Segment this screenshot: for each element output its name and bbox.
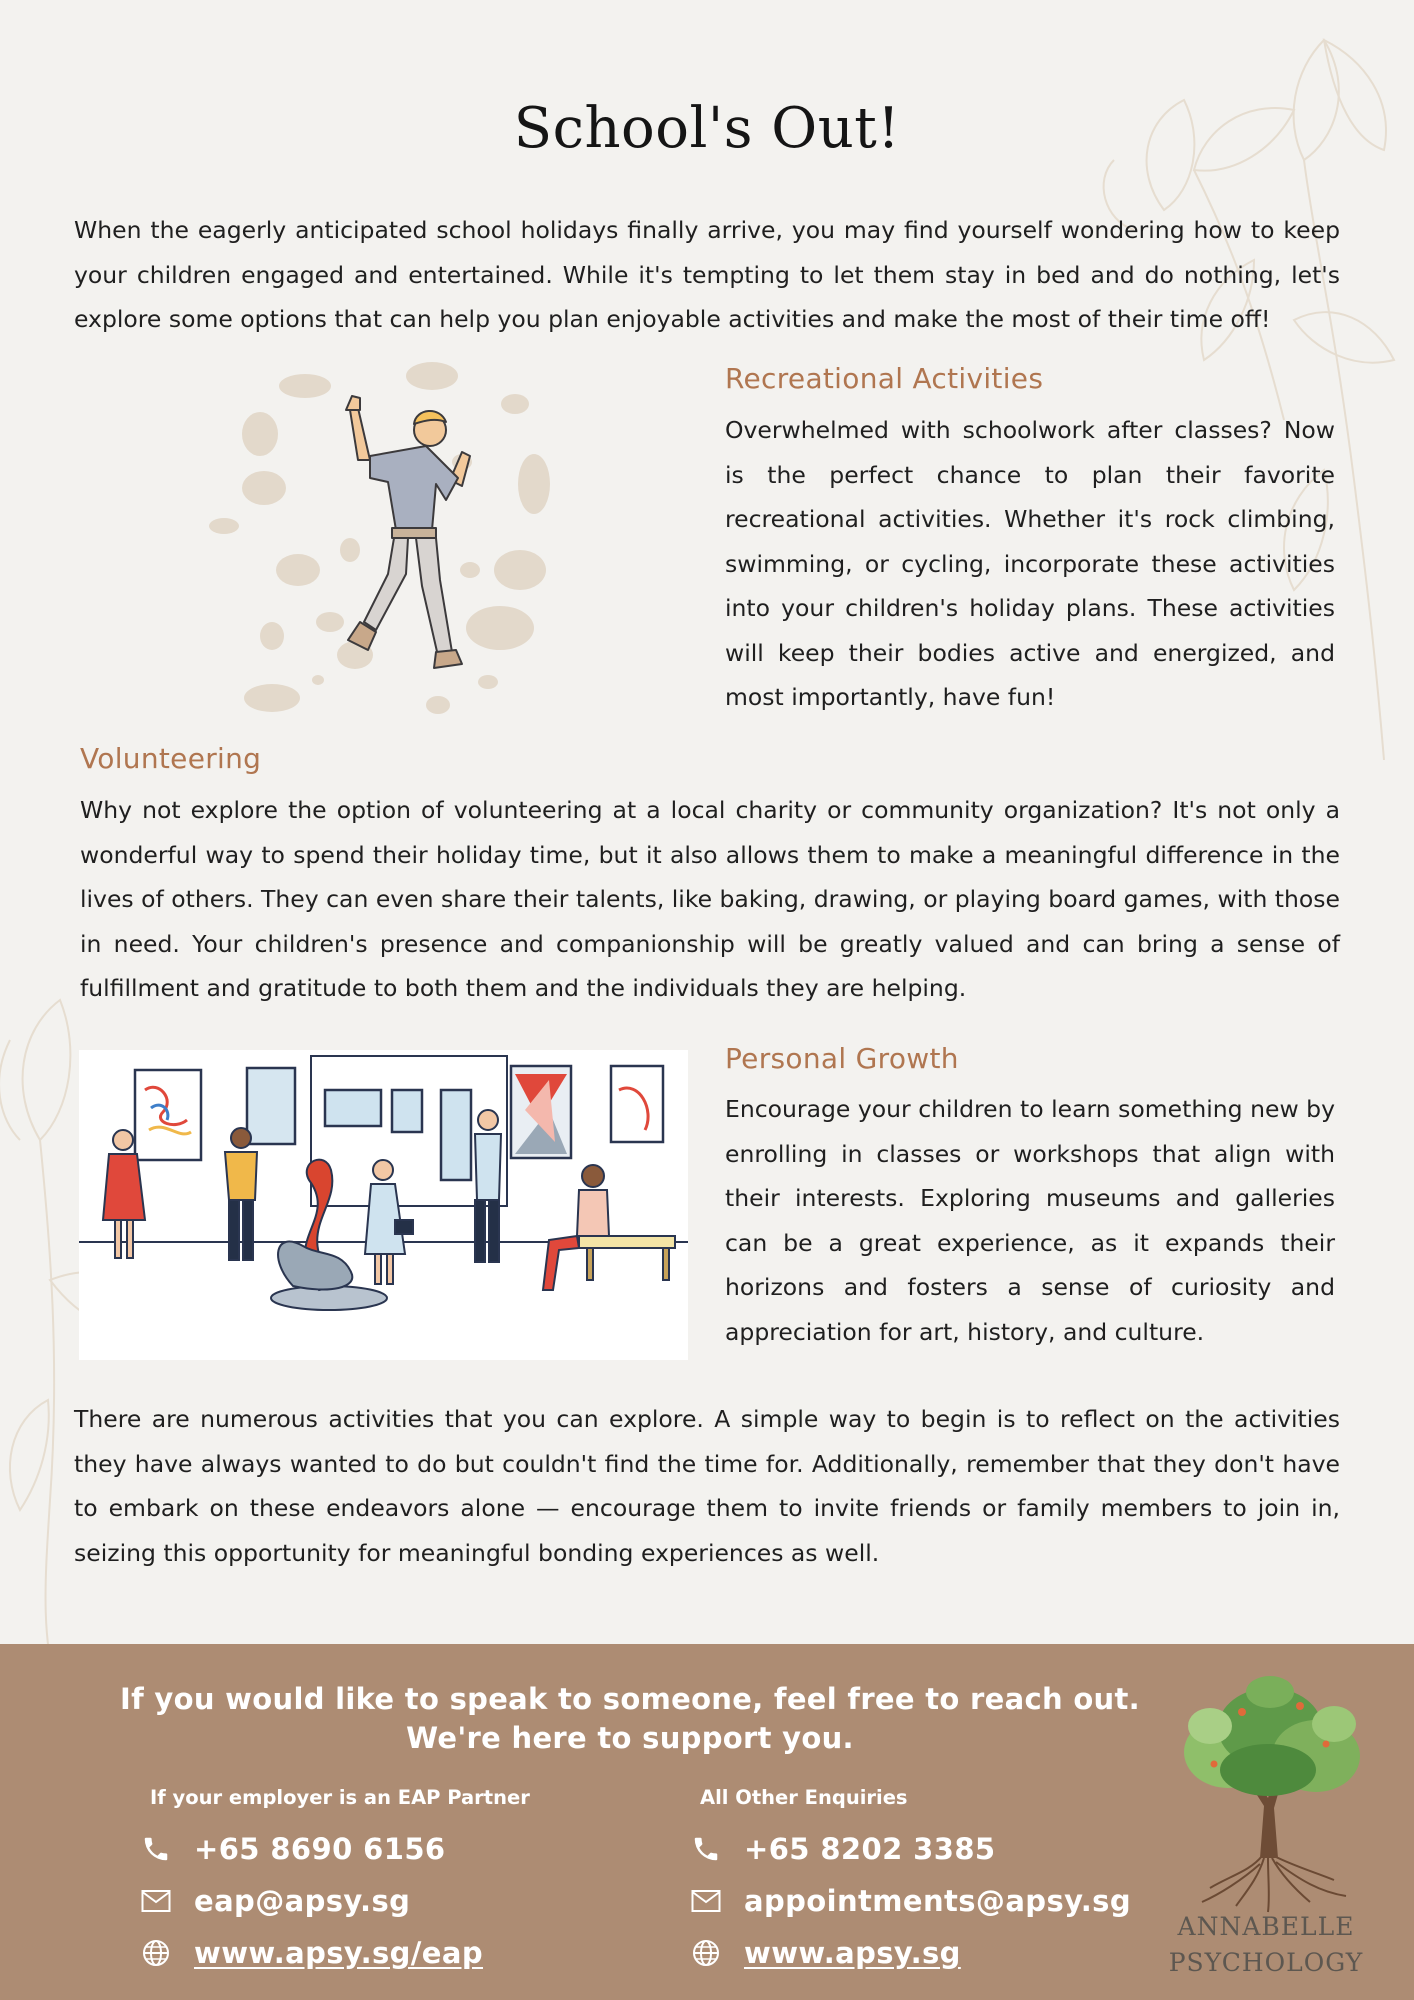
eap-phone-row[interactable]: [140, 1823, 530, 1875]
footer-message-line-2: We're here to support you.: [406, 1721, 854, 1755]
closing-paragraph: There are numerous activities that you can explore. A simple way to begin is to reflect on the activities they have always wanted to do but couldn't find the time for. Additionally, remember that they don't have to embark on these endeavors alone — encourage them to invite friends or family members to join in, seizing this opportunity for meaningful bonding experiences as well.: [74, 1405, 1340, 1567]
page-title: School's Out!: [513, 96, 901, 161]
phone-icon: [140, 1833, 172, 1865]
mail-icon: [690, 1885, 722, 1917]
eap-column-label: If your employer is an EAP Partner: [150, 1786, 530, 1809]
recreational-heading: Recreational Activities: [725, 362, 1044, 395]
art-gallery-illustration: [79, 1050, 688, 1360]
phone-icon: [690, 1833, 722, 1865]
intro-paragraph: When the eagerly anticipated school holidays finally arrive, you may find yourself wondering how to keep your children engaged and entertained. While it's tempting to let them stay in bed and do nothing, let's explore some options that can help you plan enjoyable activities and make the most of their time off!: [74, 216, 1340, 333]
general-email-row[interactable]: [690, 1875, 1131, 1927]
volunteering-paragraph: Why not explore the option of volunteering at a local charity or community organization? It's not only a wonderful way to spend their holiday time, but it also allows them to make a meaningful difference in the lives of others. They can even share their talents, like baking, drawing, or playing board games, with those in need. Your children's presence and companionship will be greatly valued and can bring a sense of fulfillment and gratitude to both them and the individuals they are helping.: [80, 796, 1340, 1002]
general-contact-column: [690, 1786, 1131, 1979]
footer-message-line-1: If you would like to speak to someone, feel free to reach out.: [120, 1682, 1140, 1716]
general-column-label: All Other Enquiries: [700, 1786, 908, 1809]
logo-text-line-1: ANNABELLE: [1177, 1912, 1355, 1941]
globe-icon: [690, 1937, 722, 1969]
annabelle-psychology-logo: [1150, 1666, 1390, 1996]
eap-contact-column: [140, 1786, 530, 1979]
eap-email-address[interactable]: eap@apsy.sg: [194, 1884, 411, 1918]
personal-growth-heading: Personal Growth: [725, 1042, 959, 1075]
personal-growth-paragraph: Encourage your children to learn something new by enrolling in classes or workshops that align with their interests. Exploring museums and galleries can be a great experience, as it expands their horizons and fosters a sense of curiosity and appreciation for art, history, and culture.: [725, 1095, 1335, 1346]
eap-website-link[interactable]: www.apsy.sg/eap: [194, 1936, 483, 1970]
general-website-row[interactable]: [690, 1927, 1131, 1979]
eap-email-row[interactable]: [140, 1875, 530, 1927]
mail-icon: [140, 1885, 172, 1917]
volunteering-heading: Volunteering: [80, 742, 262, 775]
recreational-paragraph: Overwhelmed with schoolwork after classes? Now is the perfect chance to plan their favorite recreational activities. Whether it's rock climbing, swimming, or cycling, incorporate these activities into your children's holiday plans. These activities will keep their bodies active and energized, and most importantly, have fun!: [725, 416, 1335, 711]
general-phone-number[interactable]: +65 8202 3385: [744, 1832, 996, 1866]
general-phone-row[interactable]: [690, 1823, 1131, 1875]
eap-phone-number[interactable]: +65 8690 6156: [194, 1832, 446, 1866]
general-email-address[interactable]: appointments@apsy.sg: [744, 1884, 1131, 1918]
general-website-link[interactable]: www.apsy.sg: [744, 1936, 961, 1970]
contact-footer: [0, 1644, 1414, 2000]
logo-text-line-2: PSYCHOLOGY: [1168, 1948, 1364, 1977]
globe-icon: [140, 1937, 172, 1969]
rock-climber-illustration: [200, 360, 570, 720]
eap-website-row[interactable]: [140, 1927, 530, 1979]
tree-logo-icon: [1150, 1666, 1390, 1916]
footer-message: [90, 1680, 1170, 1758]
